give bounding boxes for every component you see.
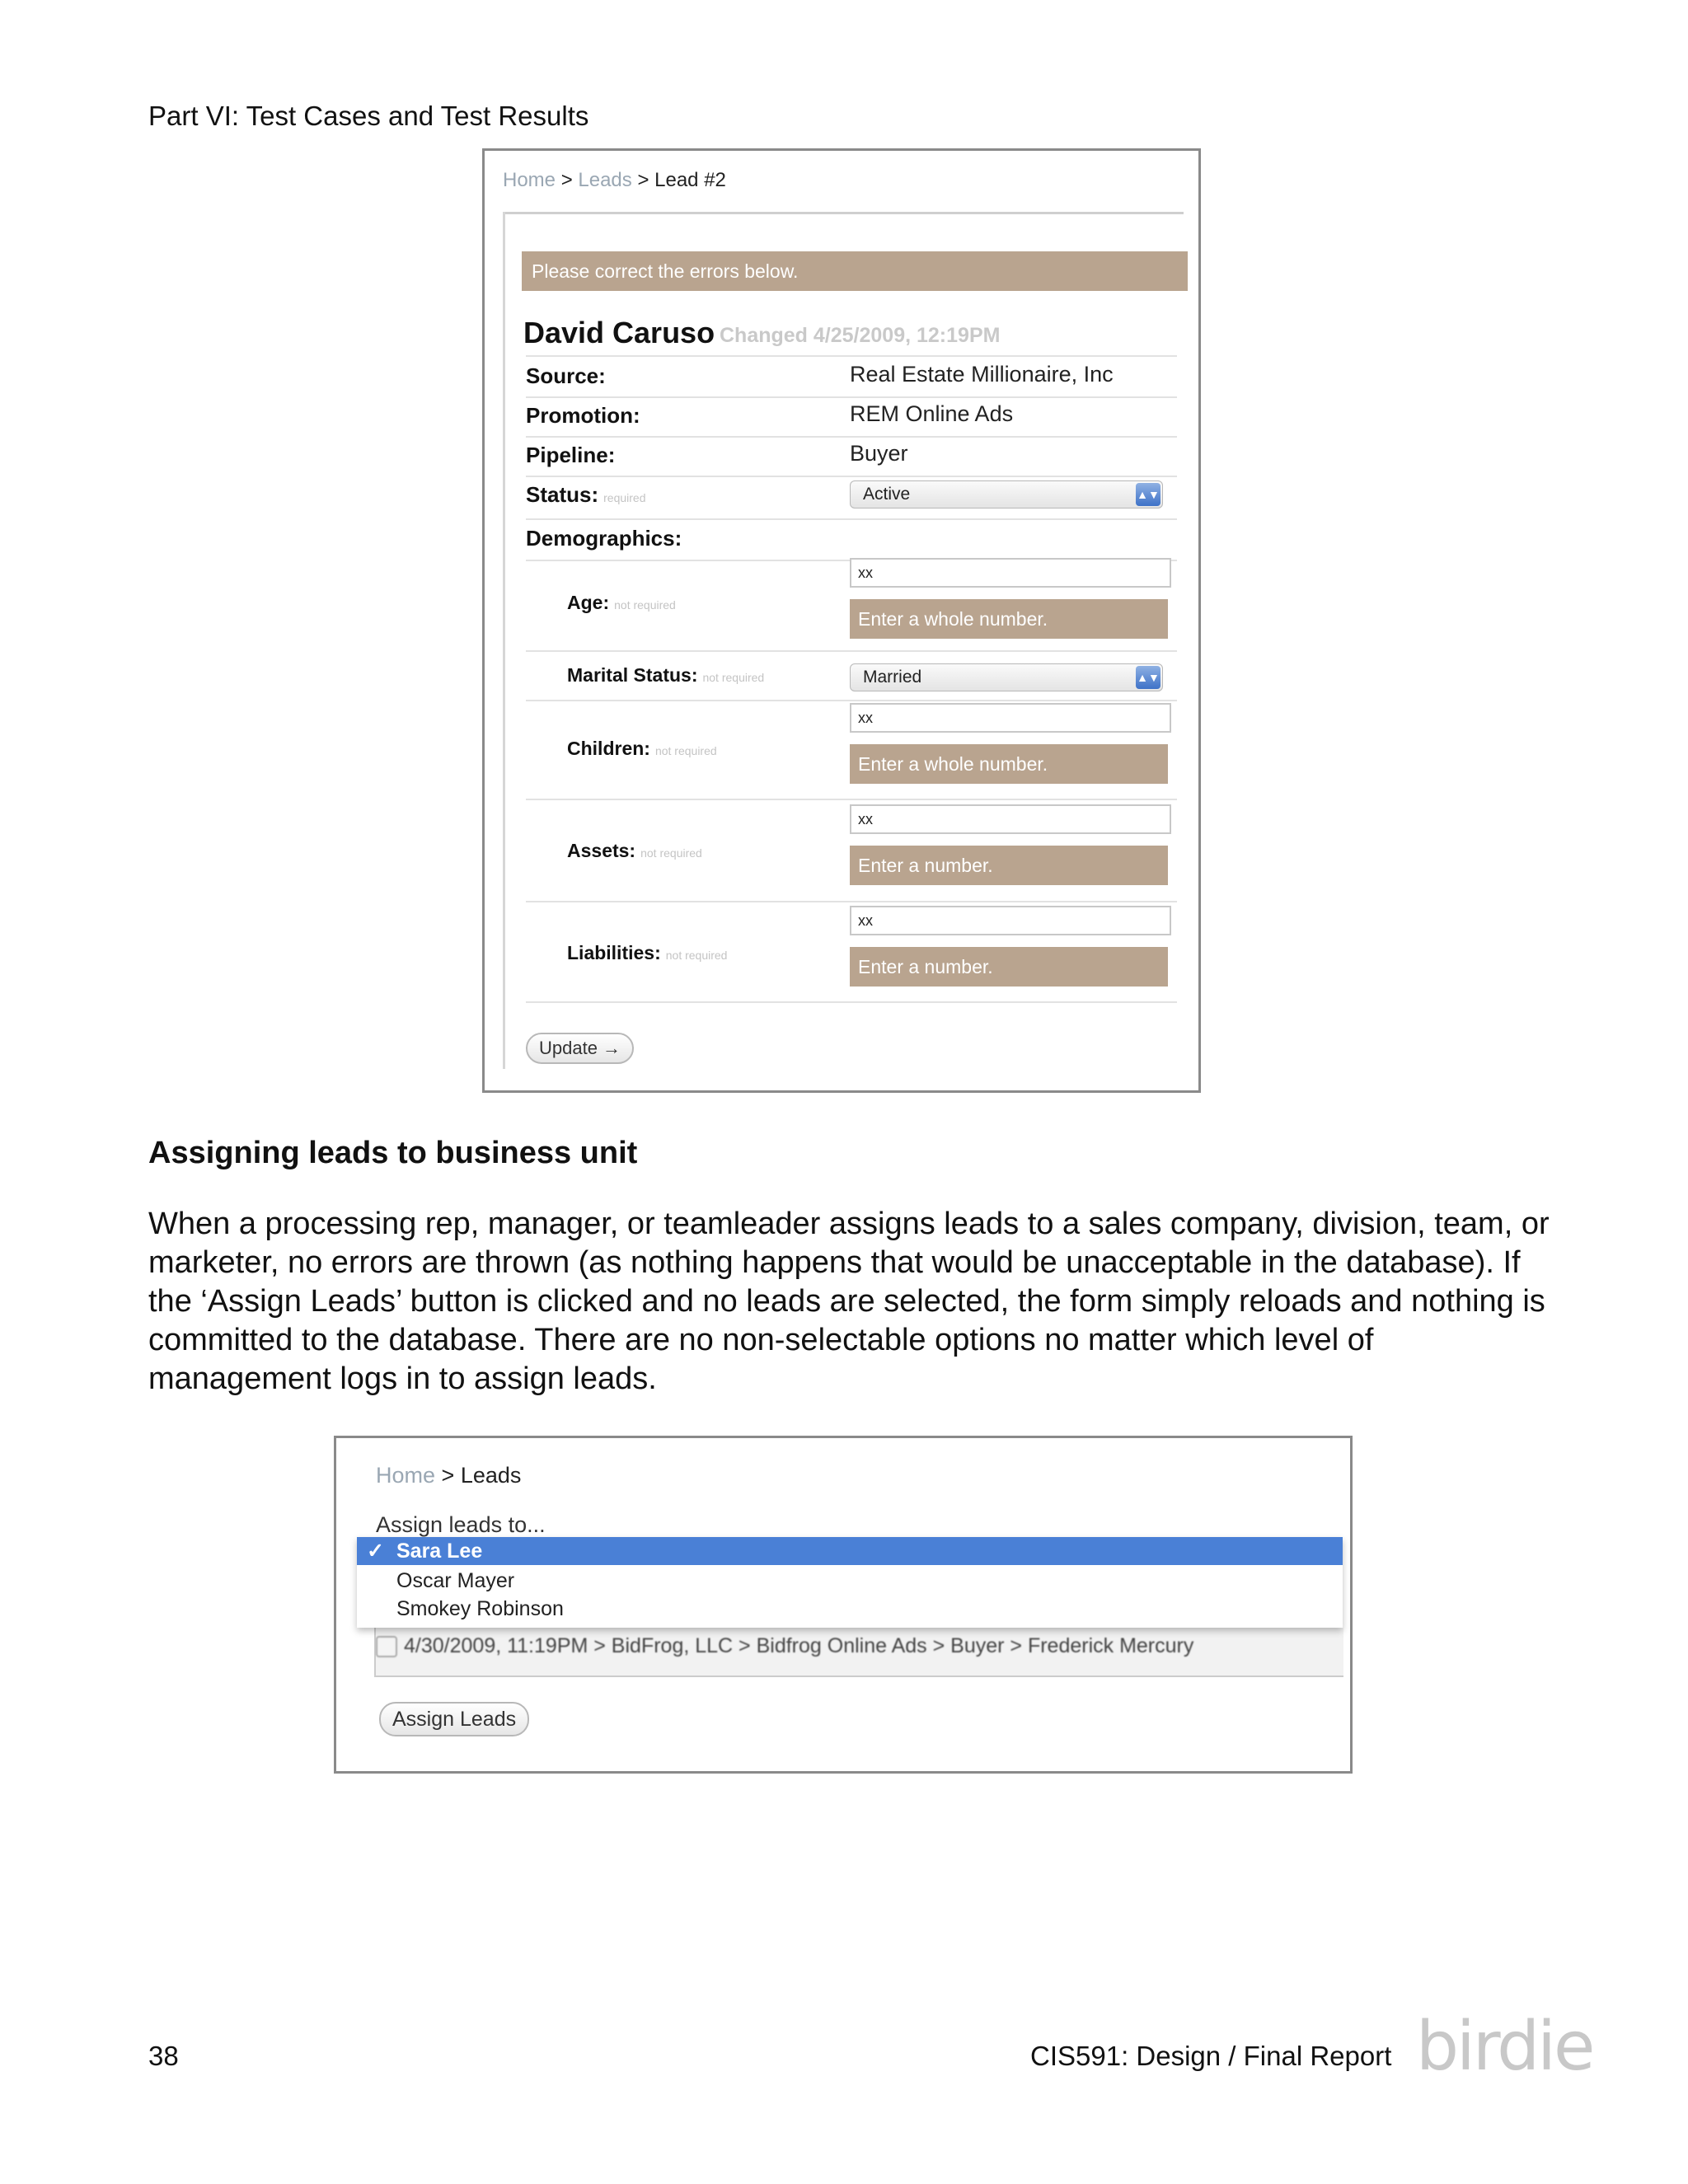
lead-row[interactable] [376, 1632, 1348, 1660]
age-error: Enter a whole number. [850, 599, 1168, 639]
dropdown-option-selected[interactable] [357, 1537, 1343, 1565]
status-selected-value: Active [863, 485, 911, 504]
dropdown-option[interactable] [357, 1595, 1343, 1623]
select-arrows-icon: ▲▼ [1136, 483, 1160, 506]
breadcrumb-current: Lead #2 [654, 169, 726, 191]
age-input[interactable]: xx [850, 558, 1171, 588]
age-label [567, 592, 676, 614]
breadcrumb-separator: > [631, 169, 655, 191]
promotion-value: REM Online Ads [850, 401, 1014, 426]
pipeline-label: Pipeline: [526, 443, 616, 467]
page-number: 38 [148, 2041, 179, 2071]
children-label-text: Children: [567, 738, 650, 759]
body-paragraph [148, 1205, 1550, 1399]
content-divider [503, 212, 505, 1069]
marital-status-label [567, 664, 764, 687]
assets-error: Enter a number. [850, 846, 1168, 885]
children-label [567, 738, 717, 760]
section-heading: Assigning leads to business unit [148, 1136, 638, 1170]
marital-label-text: Marital Status: [567, 664, 698, 686]
assign-leads-button[interactable]: Assign Leads [379, 1702, 529, 1736]
marital-note: not required [702, 671, 765, 684]
row-divider [526, 436, 1177, 438]
children-error: Enter a whole number. [850, 744, 1168, 784]
liabilities-label-text: Liabilities: [567, 942, 661, 963]
source-label: Source: [526, 363, 606, 388]
breadcrumb-home-link[interactable]: Home [376, 1463, 436, 1488]
row-divider [526, 1001, 1177, 1003]
row-divider [526, 650, 1177, 652]
content-divider [503, 212, 1184, 214]
lead-edit-screenshot [482, 148, 1201, 1093]
breadcrumb-leads-link[interactable]: Leads [578, 169, 632, 191]
children-input[interactable]: xx [850, 703, 1171, 733]
breadcrumb-home-link[interactable]: Home [503, 169, 556, 191]
assign-leads-label: Assign leads to... [376, 1512, 546, 1537]
children-note: not required [654, 744, 717, 757]
option-label: Smokey Robinson [396, 1597, 564, 1620]
select-arrows-icon: ▲▼ [1136, 666, 1160, 689]
assign-leads-screenshot [334, 1436, 1353, 1774]
age-note: not required [614, 598, 676, 612]
lead-checkbox[interactable] [376, 1636, 397, 1657]
liabilities-error: Enter a number. [850, 947, 1168, 987]
row-divider [526, 396, 1177, 398]
assets-note: not required [640, 846, 702, 860]
status-select[interactable] [850, 480, 1163, 509]
pipeline-value: Buyer [850, 441, 908, 466]
breadcrumb [376, 1463, 521, 1488]
assets-label [567, 840, 702, 862]
assignee-dropdown-list[interactable] [357, 1537, 1343, 1628]
section-header: Part VI: Test Cases and Test Results [148, 101, 589, 131]
age-label-text: Age: [567, 592, 610, 613]
demographics-label: Demographics: [526, 526, 682, 551]
row-divider [526, 476, 1177, 477]
option-label: Oscar Mayer [396, 1569, 515, 1592]
breadcrumb [503, 169, 726, 192]
status-label-text: Status: [526, 482, 599, 507]
lead-row-text: 4/30/2009, 11:19PM > BidFrog, LLC > Bidfrog Online Ads > Buyer > Frederick Mercury [404, 1634, 1194, 1657]
status-label [526, 482, 646, 508]
birdie-logo: birdie [1416, 2008, 1593, 2086]
breadcrumb-separator: > [556, 169, 579, 191]
breadcrumb-separator: > [435, 1463, 461, 1488]
lead-name: David Caruso [523, 316, 715, 349]
lead-changed-timestamp: Changed 4/25/2009, 12:19PM [720, 324, 1001, 347]
paragraph-text: When a processing rep, manager, or teamleader assigns leads to a sales company, division, team, or marketer, no errors are thrown (as nothing happens that would be unacceptable in the database). If the ‘Assign Leads’ button is clicked and no leads are selected, the form simply reloads and nothing is committed to the database. There are no non-selectable options no matter which level of management logs in to assign leads. [148, 1207, 1550, 1396]
error-banner: Please correct the errors below. [522, 251, 1188, 291]
status-required-note: required [603, 491, 646, 504]
report-title: CIS591: Design / Final Report [1030, 2041, 1392, 2071]
row-divider [526, 901, 1177, 902]
row-divider [526, 355, 1177, 357]
assets-label-text: Assets: [567, 840, 636, 861]
update-button[interactable]: Update → [526, 1033, 634, 1064]
liabilities-note: not required [665, 949, 728, 962]
option-label: Sara Lee [396, 1540, 483, 1563]
row-divider [526, 518, 1177, 520]
marital-selected-value: Married [863, 668, 922, 687]
liabilities-label [567, 942, 727, 964]
liabilities-input[interactable]: xx [850, 906, 1171, 935]
row-divider [526, 700, 1177, 701]
assets-input[interactable]: xx [850, 804, 1171, 834]
marital-status-select[interactable] [850, 663, 1163, 691]
checkmark-icon: ✓ [367, 1540, 384, 1563]
promotion-label: Promotion: [526, 403, 640, 428]
breadcrumb-current: Leads [460, 1463, 522, 1488]
source-value: Real Estate Millionaire, Inc [850, 362, 1114, 387]
dropdown-option[interactable] [357, 1567, 1343, 1595]
row-divider [526, 799, 1177, 800]
